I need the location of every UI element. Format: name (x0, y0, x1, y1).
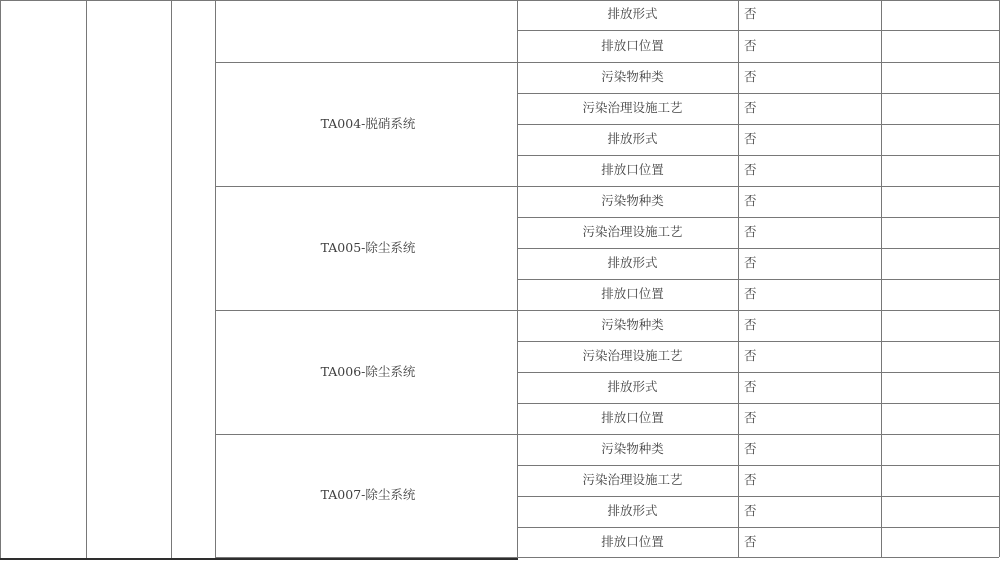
row-label-cell: 污染物种类 (601, 317, 664, 333)
row-value-cell: 否 (744, 472, 757, 488)
row-label-cell: 排放口位置 (601, 162, 664, 178)
row-value-cell: 否 (744, 6, 757, 22)
row-value-cell: 否 (744, 100, 757, 116)
bottom-dark-edge (0, 558, 518, 560)
column-border-2 (171, 0, 172, 560)
row-label-cell: 排放形式 (607, 131, 658, 147)
row-value-cell: 否 (744, 37, 757, 53)
equipment-name-cell: TA007-除尘系统 (320, 487, 416, 503)
row-value-cell: 否 (744, 348, 757, 364)
column-border-0 (0, 0, 1, 560)
row-label-cell: 排放口位置 (601, 37, 664, 53)
column-border-4 (517, 0, 518, 560)
row-value-cell: 否 (744, 441, 757, 457)
row-value-cell: 否 (744, 533, 757, 549)
row-label-cell: 排放形式 (607, 255, 658, 271)
row-label-cell: 污染治理设施工艺 (582, 472, 683, 488)
row-value-cell: 否 (744, 379, 757, 395)
equipment-name-cell: TA005-除尘系统 (320, 239, 416, 255)
row-label-cell: 污染物种类 (601, 69, 664, 85)
row-label-cell: 排放口位置 (601, 286, 664, 302)
equipment-name-cell: TA006-除尘系统 (320, 363, 416, 379)
row-label-cell: 排放形式 (607, 6, 658, 22)
row-label-cell: 排放口位置 (601, 533, 664, 549)
row-label-cell: 污染治理设施工艺 (582, 100, 683, 116)
row-label-cell: 污染物种类 (601, 441, 664, 457)
row-value-cell: 否 (744, 131, 757, 147)
column-border-1 (86, 0, 87, 560)
row-value-cell: 否 (744, 162, 757, 178)
row-label-cell: 污染治理设施工艺 (582, 348, 683, 364)
row-value-cell: 否 (744, 410, 757, 426)
equipment-name-cell: TA004-脱硝系统 (320, 115, 416, 131)
row-value-cell: 否 (744, 224, 757, 240)
row-value-cell: 否 (744, 286, 757, 302)
row-value-cell: 否 (744, 193, 757, 209)
row-value-cell: 否 (744, 317, 757, 333)
row-value-cell: 否 (744, 255, 757, 271)
row-label-cell: 污染治理设施工艺 (582, 224, 683, 240)
row-value-cell: 否 (744, 69, 757, 85)
row-label-cell: 排放口位置 (601, 410, 664, 426)
row-label-cell: 排放形式 (607, 379, 658, 395)
row-value-cell: 否 (744, 503, 757, 519)
row-label-cell: 污染物种类 (601, 193, 664, 209)
column-border-3 (215, 0, 216, 560)
row-border (517, 557, 999, 558)
row-label-cell: 排放形式 (607, 503, 658, 519)
